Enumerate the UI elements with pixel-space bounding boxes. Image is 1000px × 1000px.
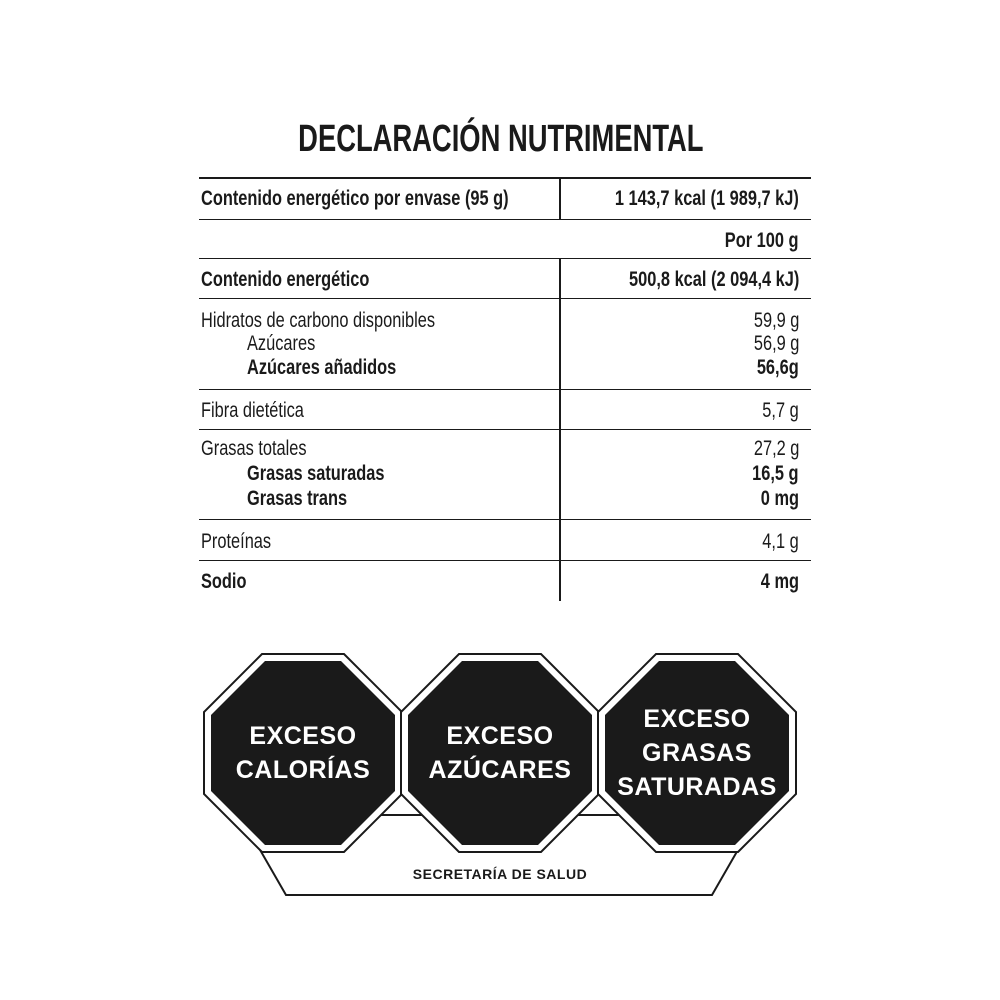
row-value: 16,5 g (752, 462, 799, 485)
row-value: 27,2 g (753, 437, 799, 460)
row-label: Contenido energético por envase (95 g) (201, 187, 509, 210)
row-value: 4,1 g (762, 530, 799, 553)
row-value: 4 mg (760, 570, 799, 593)
seal-label-azucares: EXCESO AZÚCARES (428, 722, 572, 784)
row-value: 56,6g (757, 356, 799, 379)
row-label: Proteínas (201, 530, 272, 553)
row-label: Grasas trans (247, 487, 348, 510)
page-title: DECLARACIÓN NUTRIMENTAL (298, 118, 704, 160)
column-header: Por 100 g (725, 229, 799, 252)
row-label: Grasas saturadas (247, 462, 385, 485)
row-value: 59,9 g (753, 309, 799, 332)
row-label: Azúcares (247, 332, 316, 355)
row-label: Grasas totales (201, 437, 307, 460)
row-value: 1 143,7 kcal (1 989,7 kJ) (615, 187, 799, 210)
row-value: 500,8 kcal (2 094,4 kJ) (628, 268, 799, 291)
row-value: 56,9 g (753, 332, 799, 355)
seal-label-grasas: EXCESO GRASAS SATURADAS (617, 705, 777, 801)
row-value: 5,7 g (762, 399, 799, 422)
row-value: 0 mg (760, 487, 799, 510)
seal-label-calorias: EXCESO CALORÍAS (235, 722, 371, 784)
row-label: Hidratos de carbono disponibles (201, 309, 436, 332)
row-label: Fibra dietética (201, 399, 304, 422)
row-label: Sodio (201, 570, 247, 593)
row-label: Contenido energético (201, 268, 370, 291)
authority-label: SECRETARÍA DE SALUD (412, 866, 588, 882)
row-label: Azúcares añadidos (247, 356, 397, 379)
